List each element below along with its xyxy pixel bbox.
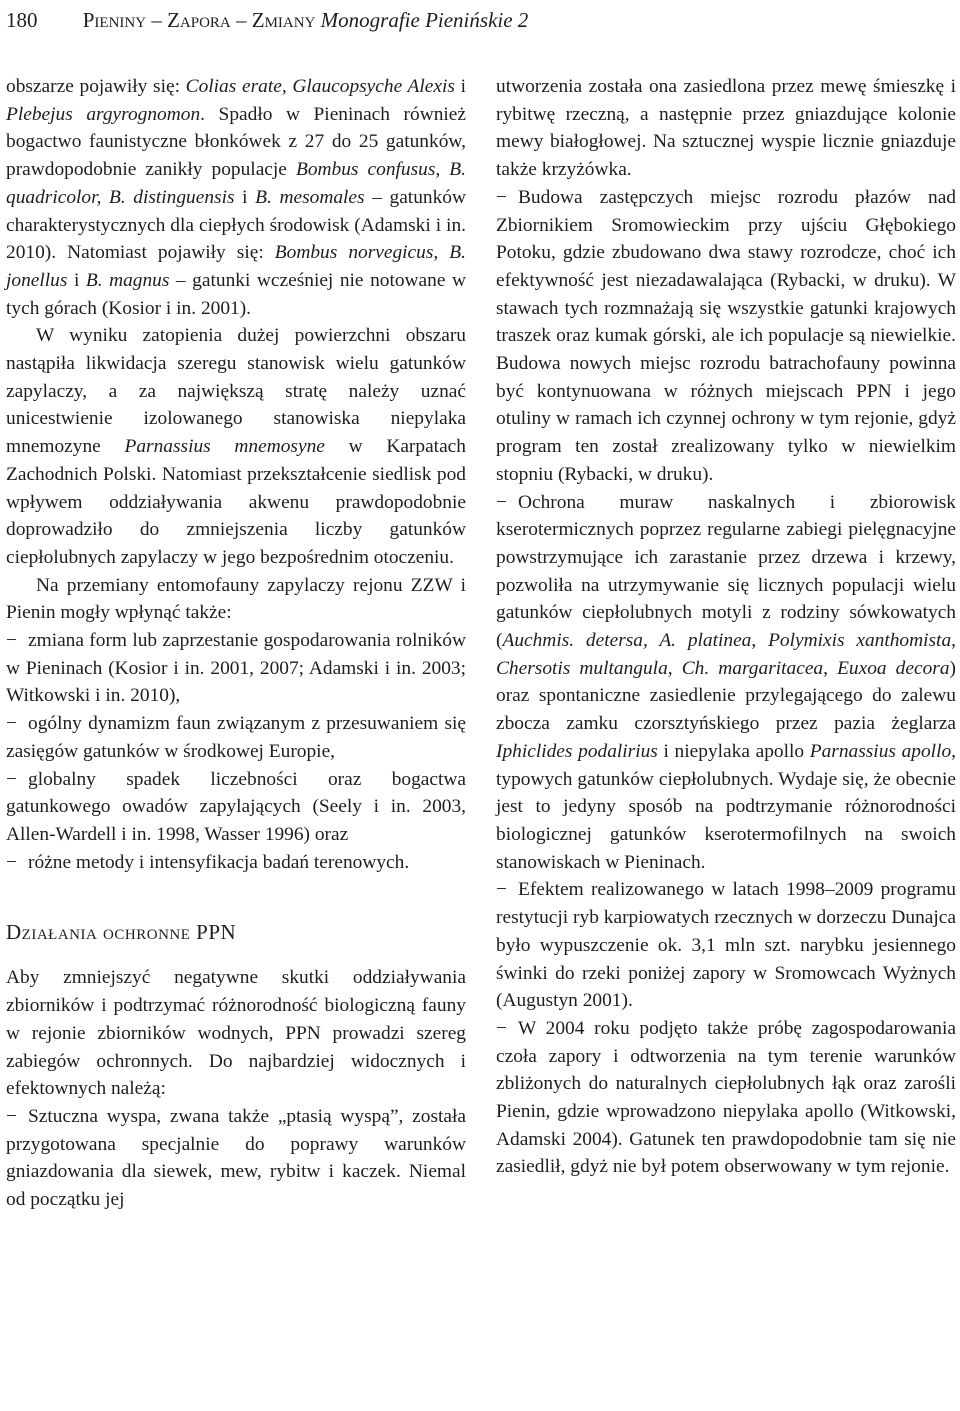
list-item: − zmiana form lub zaprzestanie gospodarowania rolników w Pieninach (Kosior i in. 2001, 2007; Adamski i in. 2003; Witkowski i in. 2010),: [6, 627, 466, 710]
list-item: − globalny spadek liczebności oraz bogactwa gatunkowego owadów zapylających (Seely i in. 2003, Allen-Wardell i in. 1998, Wasser 1996) oraz: [6, 766, 466, 849]
dash-marker: −: [6, 768, 17, 790]
running-title: Pieniny – Zapora – Zmiany: [82, 8, 316, 32]
dash-marker: −: [6, 1105, 17, 1127]
paragraph: Aby zmniejszyć negatywne skutki oddziaływania zbiorników i podtrzymać różnorodność biologiczną fauny w rejonie zbiorników wodnych, PPN prowadzi szereg zabiegów ochronnych. Do najbardziej widocznych i efektownych należą:: [6, 967, 466, 1100]
page-number: 180: [6, 8, 38, 32]
dash-marker: −: [496, 879, 507, 901]
list-item: − Efektem realizowanego w latach 1998–2009 programu restytucji ryb karpiowatych rzecznych w dorzeczu Dunajca było wypuszczenie ok. 3,1 mln szt. narybku jesiennego świnki do rzeki poniżej zapory w Sromowcach Wyżnych (Augustyn 2001).: [496, 876, 956, 1015]
paragraph: W wyniku zatopienia dużej powierzchni obszaru nastąpiła likwidacja szeregu stanowisk wielu gatunków zapylaczy, a za największą stratę należy uznać unicestwienie izolowanego stanowiska niepylaka mnemozyne Parnassius mnemosyne w Karpatach Zachodnich Polski. Natomiast przekształcenie siedlisk pod wpływem oddziaływania akwenu prawdopodobnie doprowadziło do zmniejszenia liczby gatunków ciepłolubnych zapylaczy w jego bezpośrednim otoczeniu.: [6, 325, 466, 568]
section-heading: Działania ochronne PPN: [6, 920, 237, 945]
dash-marker: −: [496, 491, 507, 513]
paragraph: utworzenia została ona zasiedlona przez mewę śmieszkę i rybitwę rzeczną, a następnie przez gniazdujące kolonie mewy białogłowej. Na sztucznej wyspie licznie gniazduje także krzyżówka.: [496, 76, 956, 181]
running-header: [6, 0, 954, 40]
list-item: − ogólny dynamizm faun związanym z przesuwaniem się zasięgów gatunków w środkowej Europie,: [6, 710, 466, 765]
dash-marker: −: [6, 851, 17, 873]
paragraph: Na przemiany entomofauny zapylaczy rejonu ZZW i Pienin mogły wpłynąć także:: [6, 574, 466, 624]
right-column: [496, 73, 956, 1181]
dash-marker: −: [496, 1017, 507, 1039]
dash-marker: −: [496, 186, 507, 208]
paragraph: obszarze pojawiły się: Colias erate, Glaucopsyche Alexis i Plebejus argyrognomon. Spadło w Pieninach również bogactwo faunistyczne błonkówek z 27 do 25 gatunków, prawdopodobnie zanikły populacje Bombus confusus, B. quadricolor, B. distinguensis i B. mesomales – gatunków charakterystycznych dla ciepłych środowisk (Adamski i in. 2010). Natomiast pojawiły się: Bombus norvegicus, B. jonellus i B. magnus – gatunki wcześniej nie notowane w tych górach (Kosior i in. 2001).: [6, 76, 467, 319]
list-item: − różne metody i intensyfikacja badań terenowych.: [6, 849, 466, 877]
list-item: − Budowa zastępczych miejsc rozrodu płazów nad Zbiornikiem Sromowieckim przy ujściu Głębokiego Potoku, gdzie zbudowano dwa stawy rozrodcze, choć ich efektywność jest niezadawalająca (Rybacki, w druku). W stawach tych rozmnażają się wszystkie gatunki krajowych traszek oraz kumak górski, ale ich populacje są niewielkie. Budowa nowych miejsc rozrodu batrachofauny powinna być kontynuowana w różnych miejscach PPN i jego otuliny w ramach ich czynnej ochrony w tym rejonie, gdyż program ten został zrealizowany tylko w niewielkim stopniu (Rybacki, w druku).: [496, 184, 956, 489]
list-item: − W 2004 roku podjęto także próbę zagospodarowania czoła zapory i odtworzenia na tym terenie warunków zbliżonych do naturalnych ciepłolubnych łąk oraz zarośli Pienin, gdzie wprowadzono niepylaka apollo (Witkowski, Adamski 2004). Gatunek ten prawdopodobnie tam się nie zasiedlił, gdyż nie był potem obserwowany w tym rejonie.: [496, 1015, 956, 1181]
list-item: − Ochrona muraw naskalnych i zbiorowisk kserotermicznych poprzez regularne zabiegi pielęgnacyjne powstrzymujące ich zarastanie przez drzewa i krzewy, pozwoliła na utrzymywanie się licznych populacji wielu gatunków ciepłolubnych motyli z rodziny sówkowatych (Auchmis. detersa, A. platinea, Polymixis xanthomista, Chersotis multangula, Ch. margaritacea, Euxoa decora) oraz spontaniczne zasiedlenie przylegającego do zalewu zbocza zamku czorsztyńskiego przez pazia żeglarza Iphiclides podalirius i niepylaka apollo Parnassius apollo, typowych gatunków ciepłolubnych. Wydaje się, że obecnie jest to jedyny sposób na podtrzymanie różnorodności biologicznej gatunków kserotermofilnych na swoich stanowiskach w Pieninach.: [496, 489, 956, 877]
list-item: − Sztuczna wyspa, zwana także „ptasią wyspą”, została przygotowana specjalnie do poprawy warunków gniazdowania dla siewek, mew, rybitw i kaczek. Niemal od początku jej: [6, 1103, 466, 1214]
dash-marker: −: [6, 630, 17, 652]
dash-marker: −: [6, 713, 17, 735]
series-title: Monografie Pienińskie 2: [320, 8, 529, 32]
left-column: [6, 73, 466, 1214]
